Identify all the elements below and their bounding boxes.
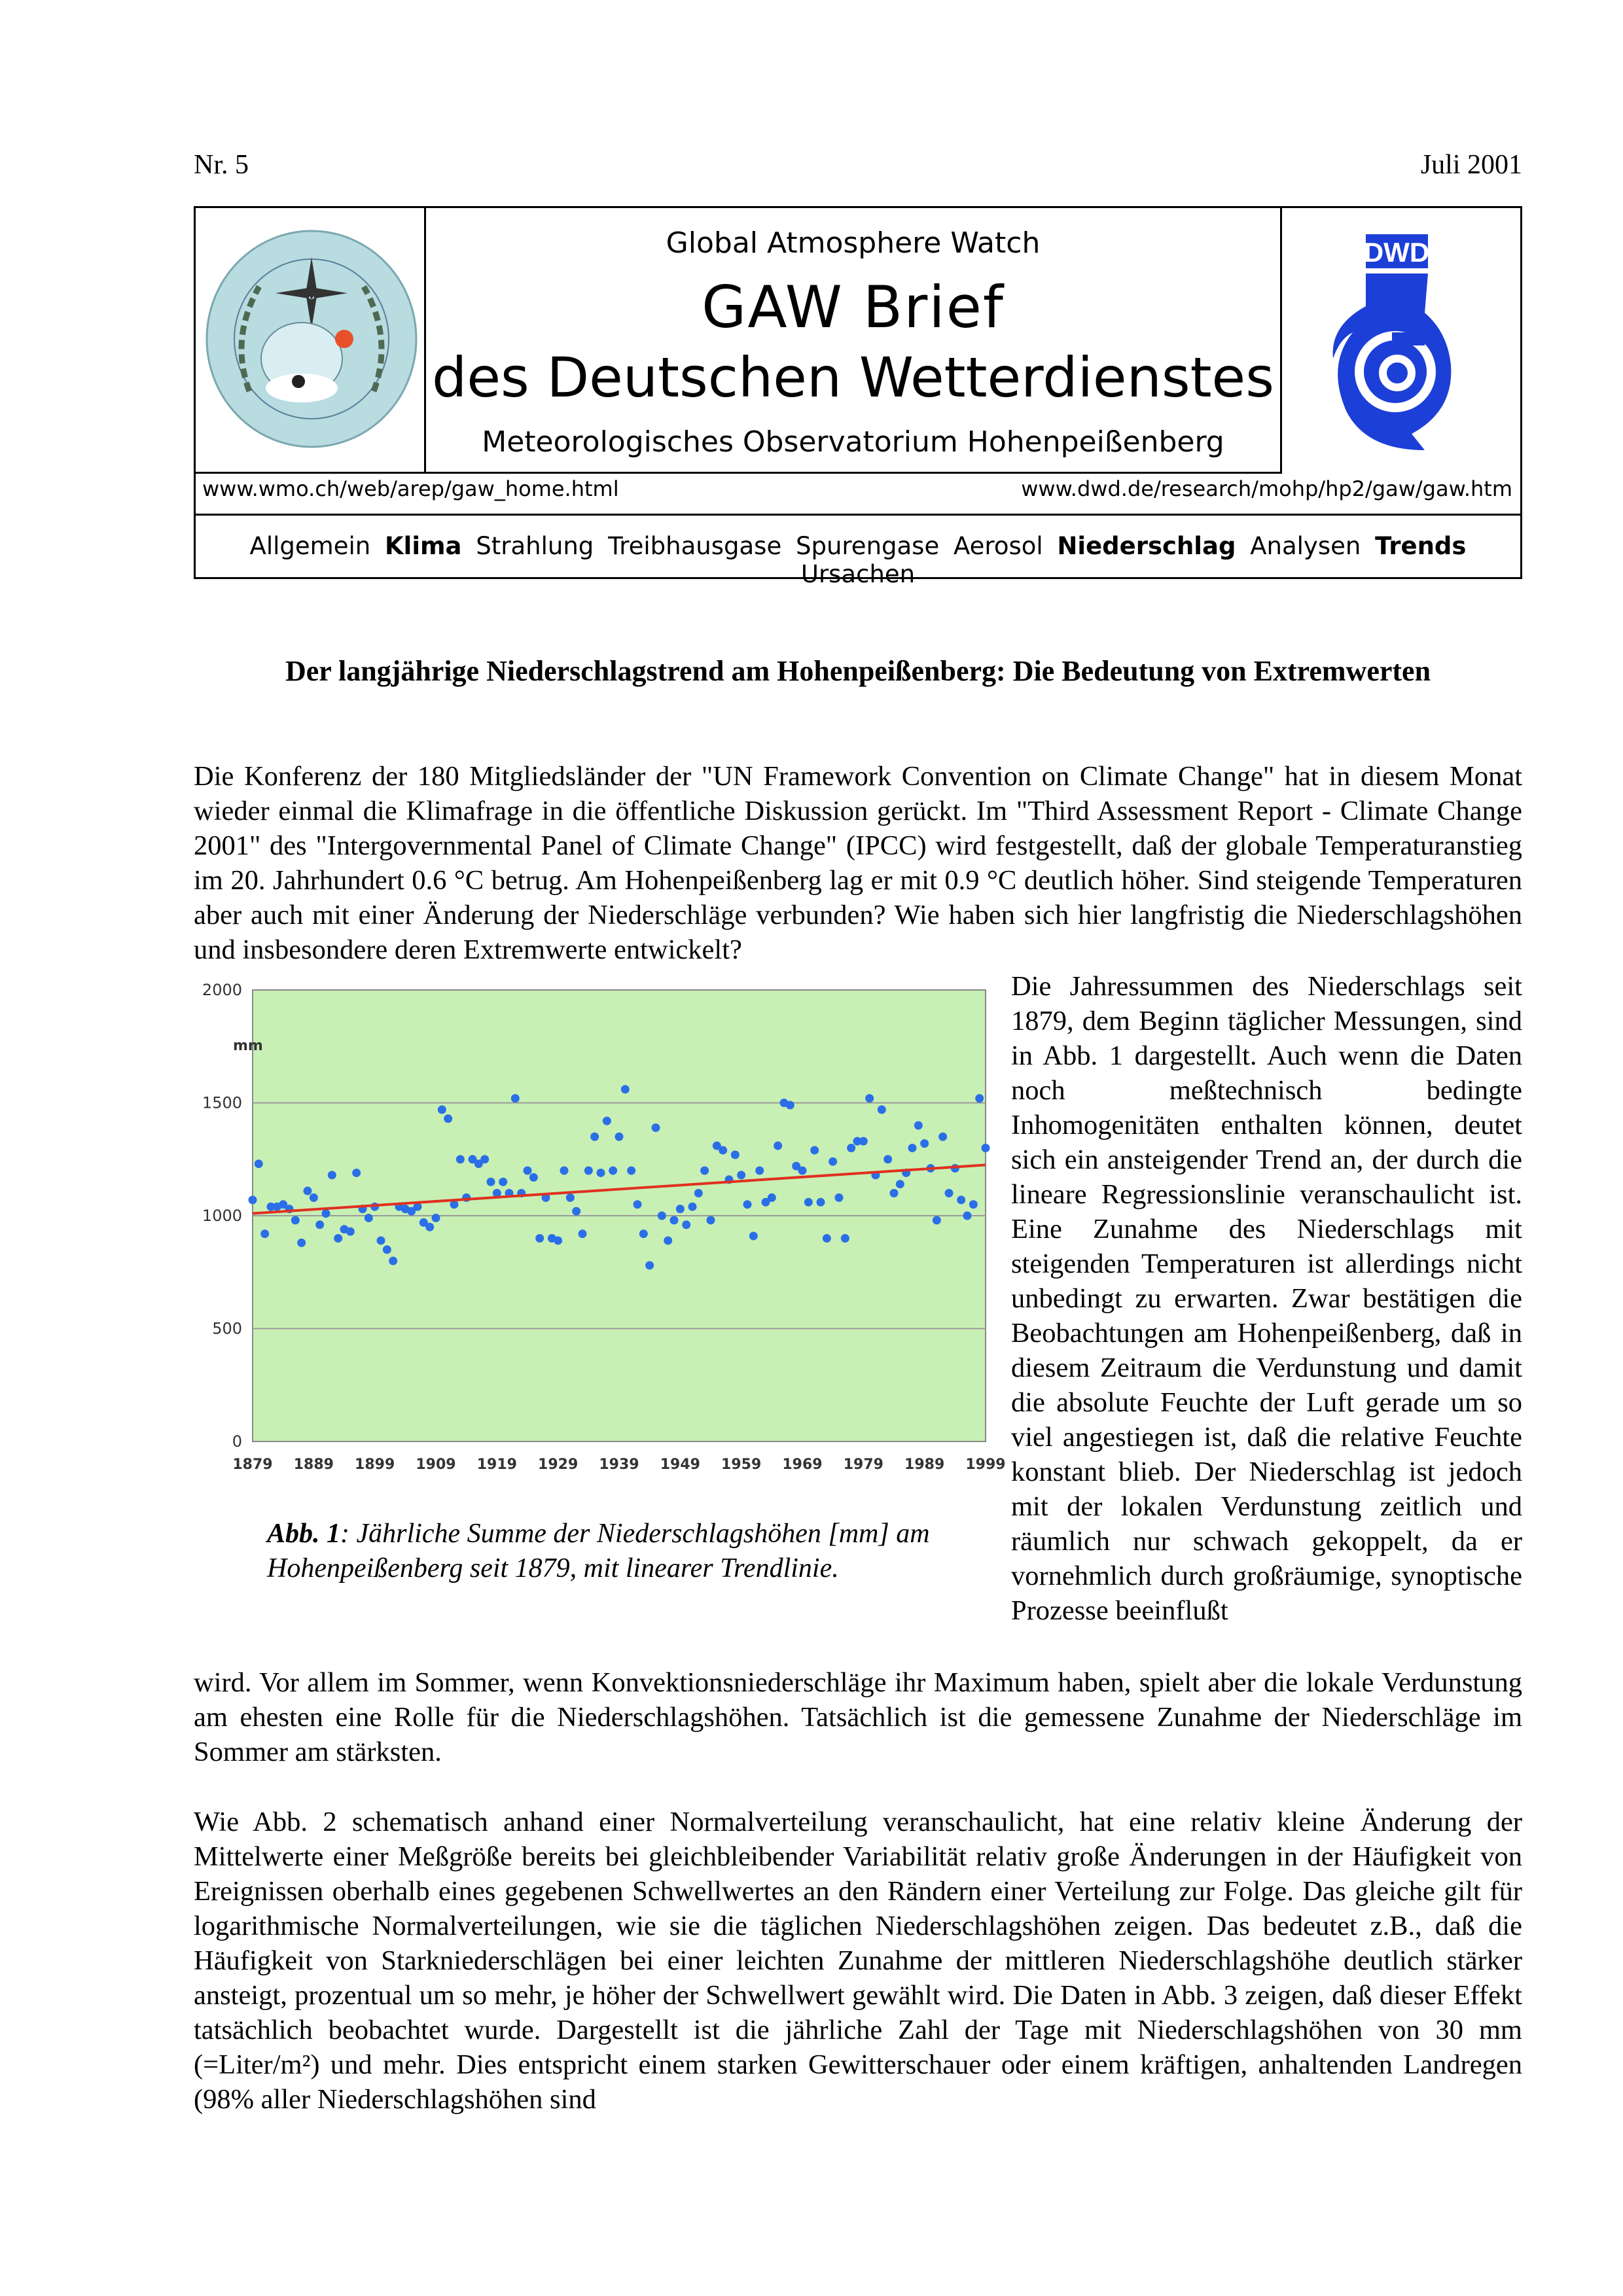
chart-point [719, 1146, 727, 1154]
chart-point [859, 1137, 868, 1146]
chart-point [731, 1150, 740, 1159]
chart-point [878, 1105, 886, 1114]
topic-trends: Trends [1375, 532, 1467, 560]
chart-point [908, 1144, 917, 1152]
chart-point [438, 1105, 446, 1114]
chart-point [865, 1094, 874, 1103]
chart-point [682, 1220, 690, 1229]
issue-date: Juli 2001 [1420, 150, 1522, 180]
chart-point [829, 1157, 837, 1166]
chart-point [823, 1234, 831, 1243]
issue-number: Nr. 5 [194, 150, 249, 180]
chart-point [798, 1167, 807, 1175]
chart-point [425, 1223, 434, 1231]
chart-point [529, 1173, 538, 1182]
chart-point [304, 1187, 312, 1195]
chart-point [499, 1178, 507, 1186]
chart-x-tick-label: 1969 [782, 1457, 823, 1473]
chart-point [603, 1117, 611, 1125]
url-wmo[interactable]: www.wmo.ch/web/arep/gaw_home.html [202, 476, 619, 501]
masthead-center [426, 208, 1280, 474]
paragraph-distribution [194, 1805, 1522, 2117]
chart-y-tick-label: 2000 [202, 981, 242, 999]
paragraph-side [1011, 969, 1522, 1628]
chart-x-ticks [232, 1457, 1005, 1473]
chart-point [389, 1257, 397, 1265]
chart-x-tick-label: 1899 [355, 1457, 395, 1473]
paragraph-side-text: Die Jahressummen des Niederschlags seit 1879, dem Beginn täglicher Messungen, sind in Abb. 1 dargestellt. Auch wenn die Daten noch meßtechnisch bedingte Inhomogenitäten enthalten können, deutet sich ein ansteigender Trend an, der durch die lineare Regressionslinie veranschaulicht ist. Eine Zunahme des Niederschlags mit steigenden Temperaturen ist allerdings nicht unbedingt zu erwarten. Zwar bestätigen die Beobachtungen am Hohenpeißenberg, daß in diesem Zeitraum die Verdunstung und damit die absolute Feuchte der Luft gerade um so viel angestiegen ist, daß die relative Feuchte konstant blieb. Der Niederschlag ist jedoch mit der lokalen Verdunstung zeitlich und räumlich nur schwach gekoppelt, da er vornehmlich durch großräumige, synoptische Prozesse beeinflußt [1011, 971, 1522, 1626]
wmo-logo [204, 228, 419, 450]
chart-point [890, 1189, 899, 1197]
chart-point [621, 1085, 630, 1093]
chart-point [945, 1189, 954, 1197]
chart-point [755, 1167, 764, 1175]
chart-point [597, 1169, 605, 1177]
chart-y-tick-label: 1000 [202, 1207, 242, 1225]
chart-point [645, 1261, 654, 1269]
chart-point [590, 1133, 599, 1141]
chart-point [639, 1229, 648, 1238]
chart-point [255, 1159, 263, 1168]
chart-point [365, 1214, 373, 1222]
topic-strahlung: Strahlung [476, 532, 594, 560]
chart-point [291, 1216, 300, 1224]
chart-point [707, 1216, 715, 1224]
topic-klima: Klima [384, 532, 462, 560]
topic-nav [196, 532, 1520, 588]
chart-point [584, 1167, 593, 1175]
paragraph-continued [194, 1665, 1522, 1769]
figure-caption-label: Abb. 1 [267, 1519, 341, 1549]
masthead-title2: des Deutschen Wetterdienstes [432, 345, 1274, 410]
chart-point [633, 1200, 642, 1209]
dwd-logo [1327, 234, 1464, 450]
chart-point [700, 1167, 709, 1175]
topic-ursachen: Ursachen [800, 560, 916, 588]
masthead [194, 206, 1522, 588]
chart-point [554, 1236, 562, 1245]
issue-line [194, 149, 1522, 188]
chart-point [609, 1167, 617, 1175]
chart-point [377, 1236, 385, 1245]
chart-x-tick-label: 1879 [232, 1457, 273, 1473]
chart-point [810, 1146, 819, 1154]
chart-x-tick-label: 1889 [293, 1457, 334, 1473]
chart-point [535, 1234, 544, 1243]
chart-x-tick-label: 1959 [721, 1457, 762, 1473]
chart-point [938, 1133, 947, 1141]
masthead-divider-urls [196, 514, 1520, 516]
paragraph-intro-text: Die Konferenz der 180 Mitgliedsländer der "UN Framework Convention on Climate Change" hat in diesem Monat wieder einmal die Klimafrage in die öffentliche Diskussion gerückt. Im "Third Assessment Report - Climate Change 2001" des "Intergovernmental Panel of Climate Change" (IPCC) wird festgestellt, daß der globale Temperaturanstieg im 20. Jahrhundert 0.6 °C betrug. Am Hohenpeißenberg lag er mit 0.9 °C deutlich höher. Sind steigende Temperaturen aber auch mit einer Änderung der Niederschläge verbunden? Wie haben sich hier langfristig die Niederschlagshöhen und insbesondere deren Extremwerte entwickelt? [194, 761, 1522, 965]
chart-y-tick-label: 0 [232, 1432, 242, 1451]
url-dwd[interactable]: www.dwd.de/research/mohp/hp2/gaw/gaw.htm [1021, 476, 1512, 501]
masthead-title: GAW Brief [702, 274, 1005, 341]
article-title: Der langjährige Niederschlagstrend am Hohenpeißenberg: Die Bedeutung von Extremwerten [285, 655, 1431, 687]
chart-point [982, 1144, 990, 1152]
chart-point [346, 1227, 355, 1236]
chart-point [297, 1239, 306, 1247]
chart-point [883, 1155, 892, 1163]
topic-spurengase: Spurengase [795, 532, 940, 560]
chart-point [841, 1234, 849, 1243]
chart-x-tick-label: 1939 [599, 1457, 639, 1473]
masthead-divider-right [1280, 208, 1282, 474]
chart-y-tick-label: 500 [212, 1319, 242, 1338]
chart-point [694, 1189, 703, 1197]
chart-point [456, 1155, 465, 1163]
chart-point [579, 1229, 587, 1238]
masthead-subtitle: Meteorologisches Observatorium Hohenpeißenberg [482, 425, 1224, 459]
topic-allgemein: Allgemein [249, 532, 371, 560]
chart-point [560, 1167, 569, 1175]
chart-point [328, 1171, 336, 1179]
chart-point [896, 1180, 904, 1188]
chart-y-tick-label: 1500 [202, 1093, 242, 1112]
chart-point [627, 1167, 635, 1175]
chart-point [749, 1232, 758, 1241]
chart-point [670, 1216, 679, 1224]
chart-y-label: mm [233, 1038, 263, 1054]
chart-point [444, 1114, 452, 1123]
chart-point [737, 1171, 745, 1179]
chart-point [615, 1133, 624, 1141]
chart-point [664, 1236, 672, 1245]
figure-caption [267, 1517, 971, 1586]
chart-x-tick-label: 1979 [843, 1457, 883, 1473]
chart-x-tick-label: 1909 [416, 1457, 456, 1473]
chart-point [260, 1229, 269, 1238]
chart-point [786, 1101, 794, 1109]
chart-x-tick-label: 1949 [660, 1457, 700, 1473]
chart-point [768, 1193, 776, 1202]
chart-x-tick-label: 1999 [965, 1457, 1006, 1473]
chart-point [524, 1167, 532, 1175]
chart-point [572, 1207, 580, 1216]
chart-point [817, 1198, 825, 1207]
chart-point [933, 1216, 941, 1224]
chart-point [957, 1195, 965, 1204]
chart-point [315, 1220, 324, 1229]
topic-aerosol: Aerosol [954, 532, 1043, 560]
chart-point [652, 1123, 660, 1132]
paragraph-distribution-text: Wie Abb. 2 schematisch anhand einer Normalverteilung veranschaulicht, hat eine relativ kleine Änderung der Mittelwerte einer Meßgröße bereits bei gleichbleibender Variabilität relativ große Änderungen in der Häufigkeit von Ereignissen oberhalb eines gegebenen Schwellwertes an den Rändern einer Verteilung zur Folge. Das gleiche gilt für logarithmische Normalverteilungen, wie sie die täglichen Niederschlagshöhen zeigen. Das bedeutet z.B., daß die Häufigkeit von Starkniederschlägen bei einer leichten Zunahme der mittleren Niederschlagshöhe deutlich stärker ansteigt, prozentual um so mehr, je höher der Schwellwert gewählt wird. Die Daten in Abb. 3 zeigen, daß dieser Effekt tatsächlich beobachtet wurde. Dargestellt ist die jährliche Zahl der Tage mit Niederschlagshöhen von 30 mm (=Liter/m²) und mehr. Dies entspricht einem starken Gewitterschauer oder einem kräftigen, anhaltenden Landregen (98% aller Niederschlagshöhen sind [194, 1807, 1522, 2115]
chart-point [969, 1200, 978, 1209]
chart-point [322, 1209, 330, 1218]
chart-point [310, 1193, 318, 1202]
chart-x-tick-label: 1989 [904, 1457, 945, 1473]
chart-point [914, 1122, 923, 1130]
chart-point [566, 1193, 575, 1202]
dwd-logo-text: DWD [1363, 237, 1430, 268]
masthead-line1: Global Atmosphere Watch [666, 226, 1041, 260]
chart-point [804, 1198, 813, 1207]
chart-point [835, 1193, 844, 1202]
chart-x-tick-label: 1929 [538, 1457, 579, 1473]
chart-x-tick-label: 1919 [476, 1457, 517, 1473]
paragraph-continued-text: wird. Vor allem im Sommer, wenn Konvektionsniederschläge ihr Maximum haben, spielt aber die lokale Verdunstung am ehesten eine Rolle für die Niederschlagshöhen. Tatsächlich ist die gemessene Zunahme der Niederschläge im Sommer am stärksten. [194, 1667, 1522, 1767]
chart-point [352, 1169, 361, 1177]
chart-point [743, 1200, 752, 1209]
chart-point [432, 1214, 440, 1222]
chart-point [920, 1139, 929, 1148]
chart-point [480, 1155, 489, 1163]
chart-point [487, 1178, 495, 1186]
paragraph-intro [194, 759, 1522, 967]
chart-point [334, 1234, 342, 1243]
chart-point [963, 1212, 972, 1220]
topic-niederschlag: Niederschlag [1057, 532, 1236, 560]
chart-point [249, 1195, 257, 1204]
topic-treibhausgase: Treibhausgase [608, 532, 782, 560]
topic-analysen: Analysen [1250, 532, 1361, 560]
precipitation-chart [194, 978, 1006, 1489]
chart-point [511, 1094, 520, 1103]
chart-point [847, 1144, 855, 1152]
chart-point [383, 1245, 391, 1254]
chart-point [975, 1094, 984, 1103]
chart-point [774, 1142, 782, 1150]
figure-caption-text: : Jährliche Summe der Niederschlagshöhen [mm] am Hohenpeißenberg seit 1879, mit linearer Trendlinie. [267, 1519, 930, 1583]
chart-point [688, 1203, 697, 1211]
chart-point [676, 1205, 685, 1213]
chart-point [658, 1212, 666, 1220]
